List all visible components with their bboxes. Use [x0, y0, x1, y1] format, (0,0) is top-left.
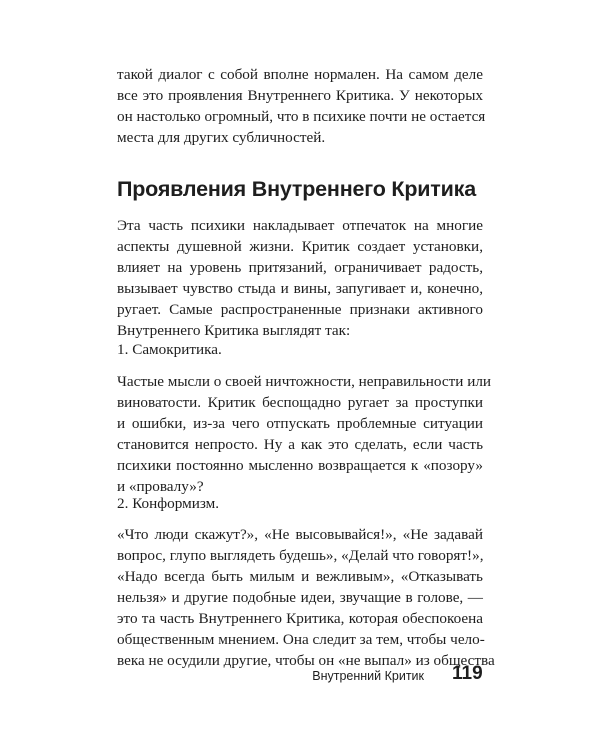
- text-line: «Надо всегда быть милым и вежливым», «Отказывать: [117, 568, 483, 585]
- text-line: становится непросто. Ну а как это сделать, если часть: [117, 436, 483, 453]
- running-footer-title: Внутренний Критик: [312, 669, 424, 683]
- text-line: психики постоянно мысленно возвращается к «позору»: [117, 457, 483, 474]
- text-line: виноватости. Критик беспощадно ругает за проступки: [117, 394, 483, 411]
- text-line: все это проявления Внутреннего Критика. У некоторых: [117, 87, 483, 104]
- text-line: века не осудили другие, чтобы он «не выпал» из общества: [117, 652, 495, 669]
- text-line: Частые мысли о своей ничтожности, неправильности или: [117, 373, 492, 390]
- text-line: и «провалу»?: [117, 478, 204, 495]
- section-heading: Проявления Внутреннего Критика: [117, 177, 476, 201]
- text-line: вызывает чувство стыда и вины, запугивает и, конечно,: [117, 280, 483, 297]
- text-line: Эта часть психики накладывает отпечаток на многие: [117, 217, 483, 234]
- text-line: вопрос, глупо выглядеть будешь», «Делай что говорят!»,: [117, 547, 484, 564]
- text-line: места для других субличностей.: [117, 129, 326, 146]
- text-line: ругает. Самые распространенные признаки активного: [117, 301, 483, 318]
- item-1-title: 1. Самокритика.: [117, 341, 222, 358]
- text-line: Внутреннего Критика выглядят так:: [117, 322, 351, 339]
- text-line: такой диалог с собой вполне нормален. На самом деле: [117, 66, 483, 83]
- text-line: и ошибки, из-за чего отпускать проблемные ситуации: [117, 415, 483, 432]
- intro-paragraph: [117, 64, 486, 148]
- item-2-paragraph: [117, 524, 495, 671]
- text-line: аспекты душевной жизни. Критик создает установки,: [117, 238, 483, 255]
- section-intro-paragraph: [117, 215, 483, 341]
- item-1-paragraph: [117, 371, 492, 497]
- text-line: «Что люди скажут?», «Не высовывайся!», «Не задавай: [117, 526, 483, 543]
- text-line: влияет на уровень притязаний, ограничивает радость,: [117, 259, 483, 276]
- page-number: 119: [452, 663, 483, 684]
- text-line: нельзя» и другие подобные идеи, звучащие в голове, —: [117, 589, 483, 606]
- text-line: это та часть Внутреннего Критика, которая обеспокоена: [117, 610, 483, 627]
- text-line: он настолько огромный, что в психике почти не остается: [117, 108, 486, 125]
- item-2-title: 2. Конформизм.: [117, 495, 220, 512]
- text-line: общественным мнением. Она следит за тем, чтобы чело-: [117, 631, 485, 648]
